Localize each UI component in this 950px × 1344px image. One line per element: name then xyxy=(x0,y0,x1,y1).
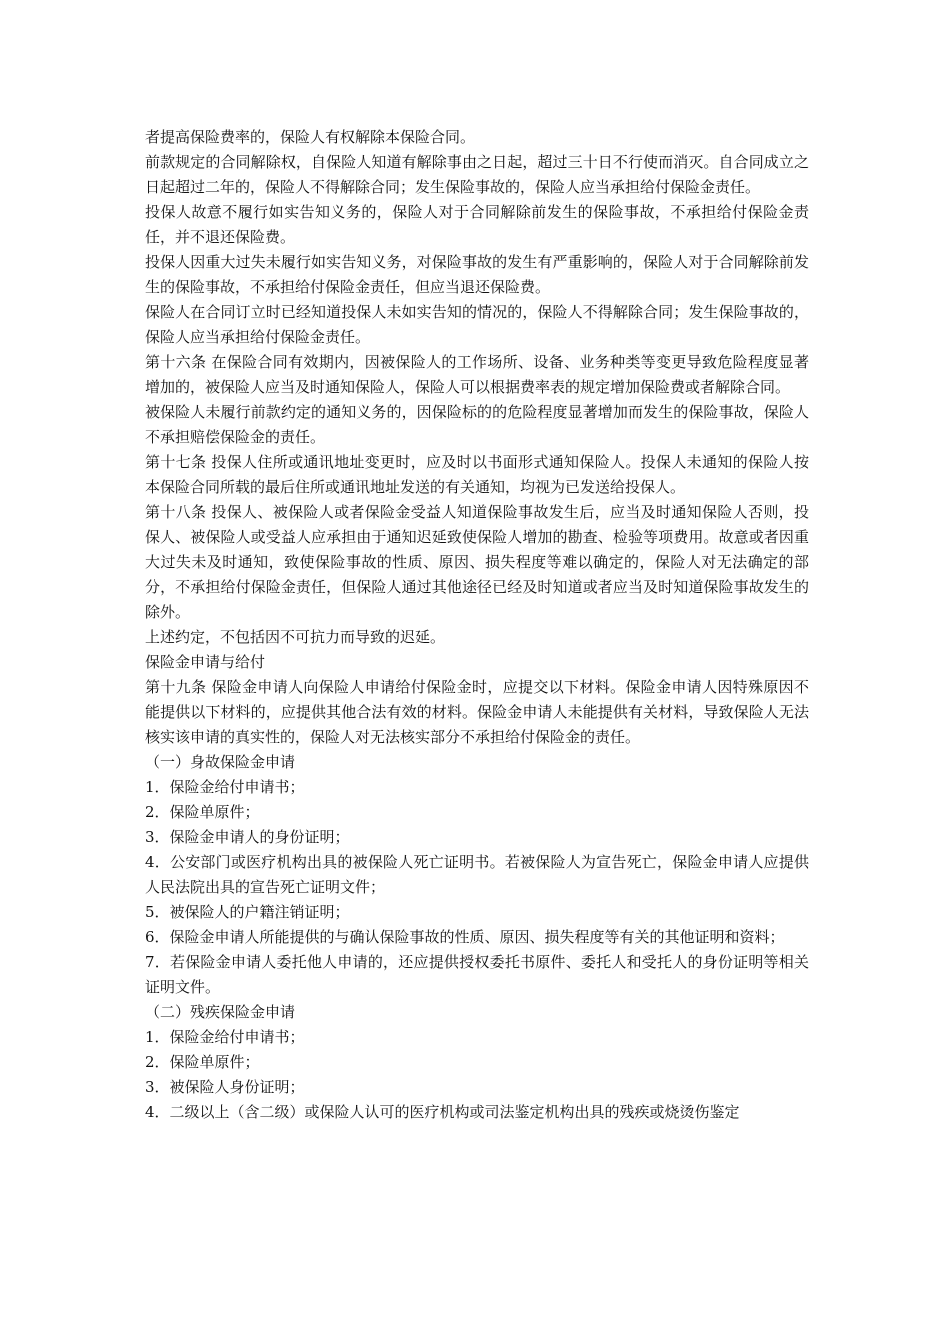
section-heading: 保险金申请与给付 xyxy=(145,653,266,671)
list-item: 5．被保险人的户籍注销证明； xyxy=(145,903,350,921)
subsection-heading: （二）残疾保险金申请 xyxy=(145,1003,296,1021)
subsection-heading: （一）身故保险金申请 xyxy=(145,753,296,771)
article-18: 第十八条 投保人、被保险人或者保险金受益人知道保险事故发生后，应当及时通知保险人否则，投保人、被保险人或受益人应承担由于通知迟延致使保险人增加的勘查、检验等项费用。故意或者因重大过失未及时通知，致使保险事故的性质、原因、损失程度等难以确定的，保险人对无法确定的部分，不承担给付保险金责任，但保险人通过其他途径已经及时知道或者应当及时知道保险事故发生的除外。 xyxy=(145,503,809,621)
list-item: 4．公安部门或医疗机构出具的被保险人死亡证明书。若被保险人为宣告死亡，保险金申请人应提供人民法院出具的宣告死亡证明文件； xyxy=(145,853,809,896)
list-item: 2．保险单原件； xyxy=(145,803,260,821)
list-item: 1．保险金给付申请书； xyxy=(145,1028,305,1046)
list-item: 7．若保险金申请人委托他人申请的，还应提供授权委托书原件、委托人和受托人的身份证明等相关证明文件。 xyxy=(145,953,809,996)
paragraph: 被保险人未履行前款约定的通知义务的，因保险标的的危险程度显著增加而发生的保险事故，保险人不承担赔偿保险金的责任。 xyxy=(145,403,809,446)
paragraph: 前款规定的合同解除权，自保险人知道有解除事由之日起，超过三十日不行使而消灭。自合同成立之日起超过二年的，保险人不得解除合同；发生保险事故的，保险人应当承担给付保险金责任。 xyxy=(145,153,809,196)
paragraph: 者提高保险费率的，保险人有权解除本保险合同。 xyxy=(145,128,476,146)
paragraph: 保险人在合同订立时已经知道投保人未如实告知的情况的，保险人不得解除合同；发生保险事故的，保险人应当承担给付保险金责任。 xyxy=(145,303,809,346)
article-19: 第十九条 保险金申请人向保险人申请给付保险金时，应提交以下材料。保险金申请人因特殊原因不能提供以下材料的，应提供其他合法有效的材料。保险金申请人未能提供有关材料，导致保险人无法核实该申请的真实性的，保险人对无法核实部分不承担给付保险金的责任。 xyxy=(145,678,809,746)
paragraph: 投保人故意不履行如实告知义务的，保险人对于合同解除前发生的保险事故，不承担给付保险金责任，并不退还保险费。 xyxy=(145,203,809,246)
paragraph: 投保人因重大过失未履行如实告知义务，对保险事故的发生有严重影响的，保险人对于合同解除前发生的保险事故，不承担给付保险金责任，但应当退还保险费。 xyxy=(145,253,809,296)
list-item: 4．二级以上（含二级）或保险人认可的医疗机构或司法鉴定机构出具的残疾或烧烫伤鉴定 xyxy=(145,1103,740,1121)
list-item: 6．保险金申请人所能提供的与确认保险事故的性质、原因、损失程度等有关的其他证明和资料； xyxy=(145,928,785,946)
list-item: 1．保险金给付申请书； xyxy=(145,778,305,796)
document-page xyxy=(145,125,809,1125)
article-16: 第十六条 在保险合同有效期内，因被保险人的工作场所、设备、业务种类等变更导致危险程度显著增加的，被保险人应当及时通知保险人，保险人可以根据费率表的规定增加保险费或者解除合同。 xyxy=(145,353,809,396)
list-item: 3．被保险人身份证明； xyxy=(145,1078,305,1096)
list-item: 2．保险单原件； xyxy=(145,1053,260,1071)
paragraph: 上述约定，不包括因不可抗力而导致的迟延。 xyxy=(145,628,446,646)
list-item: 3．保险金申请人的身份证明； xyxy=(145,828,350,846)
article-17: 第十七条 投保人住所或通讯地址变更时，应及时以书面形式通知保险人。投保人未通知的保险人按本保险合同所载的最后住所或通讯地址发送的有关通知，均视为已发送给投保人。 xyxy=(145,453,809,496)
